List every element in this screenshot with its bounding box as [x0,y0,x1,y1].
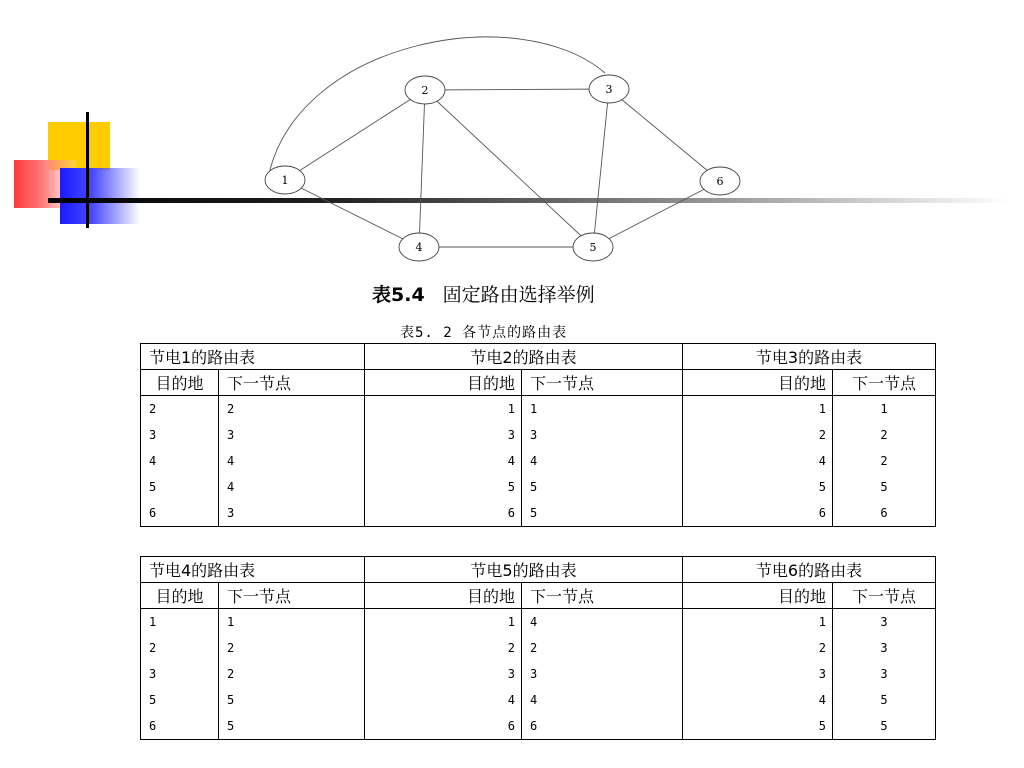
cell-destination: 6 [149,506,157,520]
cell-destination: 2 [683,635,833,661]
routing-table-title: 节电2的路由表 [365,344,683,370]
edge-2-4 [419,90,425,247]
routing-table-title: 节电6的路由表 [683,557,936,583]
cell-destination: 4 [683,448,833,474]
cell-next-hop: 4 [219,474,365,500]
column-header-next: 下一节点 [522,370,683,396]
cell-destination: 3 [683,661,833,687]
cell-destination: 6 [683,500,833,527]
column-header-next: 下一节点 [833,583,936,609]
cell-next-hop: 5 [833,713,936,740]
cell-next-hop: 6 [833,500,936,527]
cell-next-hop: 4 [219,448,365,474]
cell-destination: 2 [149,402,157,416]
edge-2-3 [425,89,609,90]
caption-number: 表5.4 [372,284,425,306]
cell-next-hop: 5 [833,687,936,713]
cell-next-hop: 1 [219,609,365,636]
column-header-next: 下一节点 [219,583,365,609]
network-graph [0,0,1024,280]
node-2 [405,76,445,104]
column-header-dest: 目的地 [683,583,833,609]
cell-next-hop: 3 [522,661,683,687]
cell-destination: 3 [149,667,157,681]
cell-next-hop: 5 [219,687,365,713]
cell-next-hop: 3 [833,609,936,636]
routing-table-title: 节电3的路由表 [683,344,936,370]
routing-table-title: 节电1的路由表 [141,344,365,370]
routing-table-group-bottom [140,556,936,740]
cell-next-hop: 2 [833,448,936,474]
node-3 [589,75,629,103]
cell-next-hop: 2 [833,422,936,448]
cell-next-hop: 3 [219,500,365,527]
column-header-dest: 目的地 [683,370,833,396]
table-title: 表5. 2 各节点的路由表 [400,325,568,341]
table-row [141,474,936,500]
node-label: 1 [281,174,289,187]
edge-3-6 [609,89,720,181]
cell-destination: 2 [149,641,157,655]
table-row [141,635,936,661]
cell-next-hop: 5 [522,474,683,500]
cell-destination: 5 [683,474,833,500]
table-row [141,661,936,687]
edge-1-4 [285,180,419,247]
cell-destination: 3 [149,428,157,442]
routing-table-title: 节电4的路由表 [141,557,365,583]
cell-next-hop: 3 [522,422,683,448]
table-row [141,422,936,448]
column-header-dest: 目的地 [365,370,522,396]
cell-destination: 2 [683,422,833,448]
column-header-dest: 目的地 [141,370,219,396]
cell-destination: 4 [149,454,157,468]
routing-table-body [141,609,936,740]
cell-next-hop: 2 [219,635,365,661]
cell-destination: 3 [365,661,522,687]
table-row [141,500,936,527]
node-label: 6 [716,175,724,188]
cell-next-hop: 1 [522,396,683,423]
cell-destination: 2 [365,635,522,661]
edge-3-5 [593,89,609,247]
caption-text: 固定路由选择举例 [442,284,595,306]
cell-destination: 1 [365,609,522,636]
routing-table-body [141,396,936,527]
node-4 [399,233,439,261]
graph-edges [269,37,720,247]
cell-destination: 4 [683,687,833,713]
node-label: 2 [421,84,429,97]
cell-next-hop: 4 [522,448,683,474]
routing-table-group-top [140,343,936,527]
cell-next-hop: 4 [522,609,683,636]
cell-next-hop: 6 [522,713,683,740]
column-header-dest: 目的地 [365,583,522,609]
edge-2-5 [425,90,593,247]
routing-table-title: 节电5的路由表 [365,557,683,583]
column-header-next: 下一节点 [219,370,365,396]
cell-destination: 1 [365,396,522,423]
cell-next-hop: 3 [833,661,936,687]
table-row [141,396,936,423]
cell-destination: 5 [149,480,157,494]
cell-next-hop: 2 [522,635,683,661]
cell-destination: 3 [365,422,522,448]
cell-next-hop: 4 [522,687,683,713]
node-5 [573,233,613,261]
column-header-next: 下一节点 [522,583,683,609]
node-label: 4 [415,241,423,254]
table-row [141,609,936,636]
cell-next-hop: 5 [219,713,365,740]
node-6 [700,167,740,195]
cell-destination: 1 [683,396,833,423]
node-label: 3 [605,83,613,96]
cell-destination: 5 [149,693,157,707]
edge-5-6 [593,181,720,247]
cell-next-hop: 2 [219,661,365,687]
table-row [141,448,936,474]
edge-1-2 [285,90,425,180]
cell-next-hop: 2 [219,396,365,423]
node-1 [265,166,305,194]
node-label: 5 [589,241,597,254]
cell-next-hop: 3 [219,422,365,448]
figure-caption [372,280,595,307]
cell-destination: 1 [683,609,833,636]
graph-nodes [265,75,740,261]
cell-next-hop: 3 [833,635,936,661]
column-header-next: 下一节点 [833,370,936,396]
cell-next-hop: 5 [833,474,936,500]
cell-destination: 6 [149,719,157,733]
cell-next-hop: 1 [833,396,936,423]
table-row [141,687,936,713]
cell-destination: 1 [149,615,157,629]
cell-destination: 6 [365,713,522,740]
cell-destination: 5 [683,713,833,740]
table-row [141,713,936,740]
column-header-dest: 目的地 [141,583,219,609]
cell-destination: 4 [365,448,522,474]
cell-destination: 5 [365,474,522,500]
cell-destination: 4 [365,687,522,713]
cell-destination: 6 [365,500,522,527]
cell-next-hop: 5 [522,500,683,527]
edge-1-3 [269,37,605,174]
